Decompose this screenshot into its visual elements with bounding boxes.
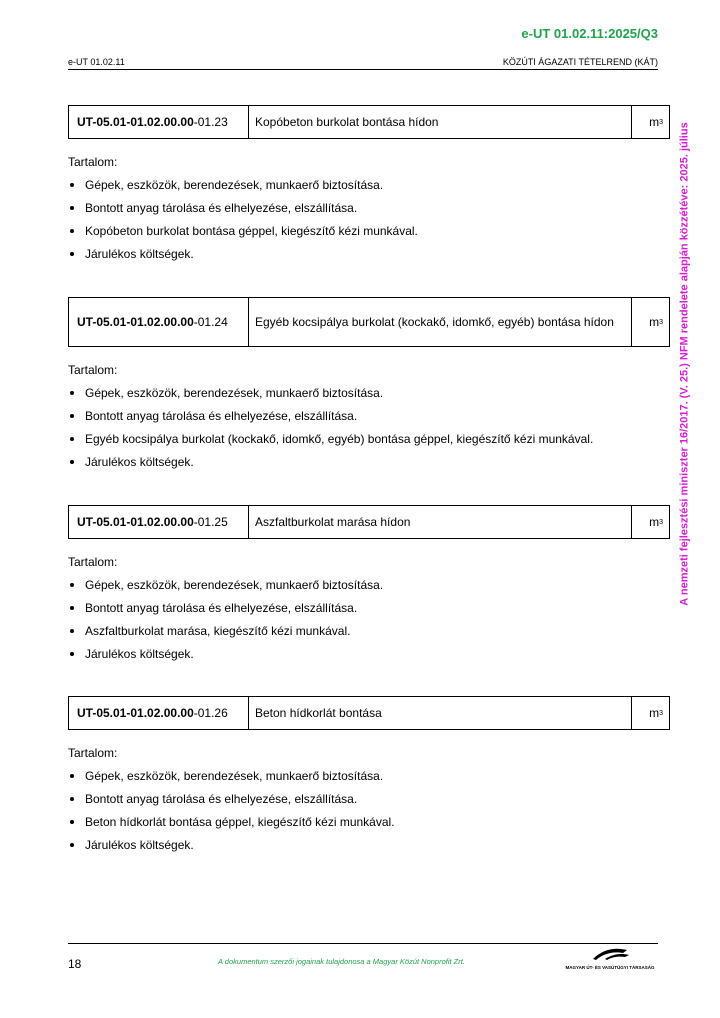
content-list <box>68 178 670 261</box>
unit-exponent: 3 <box>659 318 663 326</box>
footer-divider <box>68 943 658 944</box>
logo-swoosh-icon <box>563 946 657 962</box>
item-block <box>68 105 670 261</box>
item-block <box>68 505 670 661</box>
copyright-notice: A dokumentum szerzői jogainak tulajdonosa a Magyar Közút Nonprofit Zrt. <box>218 957 465 966</box>
item-name: Egyéb kocsipálya burkolat (kockakő, idomkő, egyéb) bontása hídon <box>249 298 632 346</box>
item-unit <box>632 106 669 138</box>
content-list <box>68 386 670 469</box>
list-item: Aszfaltburkolat marása, kiegészítő kézi munkával. <box>68 624 670 638</box>
list-item: Bontott anyag tárolása és elhelyezése, elszállítása. <box>68 201 670 215</box>
header-right: KÖZÚTI ÁGAZATI TÉTELREND (KÁT) <box>502 57 658 67</box>
unit-exponent: 3 <box>659 118 663 126</box>
organization-logo <box>563 946 657 970</box>
list-item: Bontott anyag tárolása és elhelyezése, elszállítása. <box>68 792 670 806</box>
content-label: Tartalom: <box>68 746 118 760</box>
item-code-table <box>68 297 670 347</box>
item-code-table <box>68 696 670 730</box>
unit-base: m <box>649 706 660 720</box>
content-list <box>68 769 670 852</box>
item-code <box>69 506 249 538</box>
item-block <box>68 297 670 469</box>
page-number: 18 <box>68 957 82 971</box>
unit-exponent: 3 <box>659 518 663 526</box>
list-item: Egyéb kocsipálya burkolat (kockakő, idomkő, egyéb) bontása géppel, kiegészítő kézi munkával. <box>68 432 670 446</box>
list-item: Bontott anyag tárolása és elhelyezése, elszállítása. <box>68 409 670 423</box>
item-name: Beton hídkorlát bontása <box>249 697 632 729</box>
item-unit <box>632 697 669 729</box>
list-item: Gépek, eszközök, berendezések, munkaerő biztosítása. <box>68 178 670 192</box>
item-code-main: UT-05.01-01.02.00.00 <box>77 115 194 129</box>
list-item: Gépek, eszközök, berendezések, munkaerő biztosítása. <box>68 769 670 783</box>
unit-base: m <box>649 115 660 129</box>
list-item: Járulékos költségek. <box>68 647 670 661</box>
unit-base: m <box>649 315 660 329</box>
item-code <box>69 298 249 346</box>
item-code-main: UT-05.01-01.02.00.00 <box>77 706 194 720</box>
item-unit <box>632 506 669 538</box>
item-block <box>68 696 670 852</box>
item-code-table <box>68 505 670 539</box>
list-item: Bontott anyag tárolása és elhelyezése, elszállítása. <box>68 601 670 615</box>
item-code-suffix: -01.26 <box>193 706 228 720</box>
header-divider <box>68 69 658 70</box>
list-item: Gépek, eszközök, berendezések, munkaerő biztosítása. <box>68 578 670 592</box>
item-code <box>69 106 249 138</box>
item-code <box>69 697 249 729</box>
item-code-suffix: -01.25 <box>193 515 228 529</box>
list-item: Gépek, eszközök, berendezések, munkaerő biztosítása. <box>68 386 670 400</box>
logo-text: MAGYAR ÚT- ÉS VASÚTÜGYI TÁRSASÁG <box>565 965 655 970</box>
item-code-main: UT-05.01-01.02.00.00 <box>77 515 194 529</box>
item-name: Kopóbeton burkolat bontása hídon <box>249 106 632 138</box>
item-name: Aszfaltburkolat marása hídon <box>249 506 632 538</box>
item-code-table <box>68 105 670 139</box>
list-item: Járulékos költségek. <box>68 247 670 261</box>
list-item: Járulékos költségek. <box>68 838 670 852</box>
item-unit <box>632 298 669 346</box>
document-code: e-UT 01.02.11:2025/Q3 <box>521 26 658 41</box>
item-code-suffix: -01.23 <box>193 115 228 129</box>
unit-exponent: 3 <box>659 709 663 717</box>
content-label: Tartalom: <box>68 363 118 377</box>
item-code-main: UT-05.01-01.02.00.00 <box>77 315 194 329</box>
list-item: Járulékos költségek. <box>68 455 670 469</box>
unit-base: m <box>649 515 660 529</box>
side-note-text: A nemzeti fejlesztési miniszter 16/2017. (V. 25.) NFM rendelete alapján közzétéve: 2025. július <box>679 122 692 606</box>
content-label: Tartalom: <box>68 555 118 569</box>
list-item: Beton hídkorlát bontása géppel, kiegészítő kézi munkával. <box>68 815 670 829</box>
side-publication-note <box>676 98 694 630</box>
content-label: Tartalom: <box>68 155 118 169</box>
header-left: e-UT 01.02.11 <box>68 57 125 67</box>
item-code-suffix: -01.24 <box>193 315 228 329</box>
list-item: Kopóbeton burkolat bontása géppel, kiegészítő kézi munkával. <box>68 224 670 238</box>
content-list <box>68 578 670 661</box>
